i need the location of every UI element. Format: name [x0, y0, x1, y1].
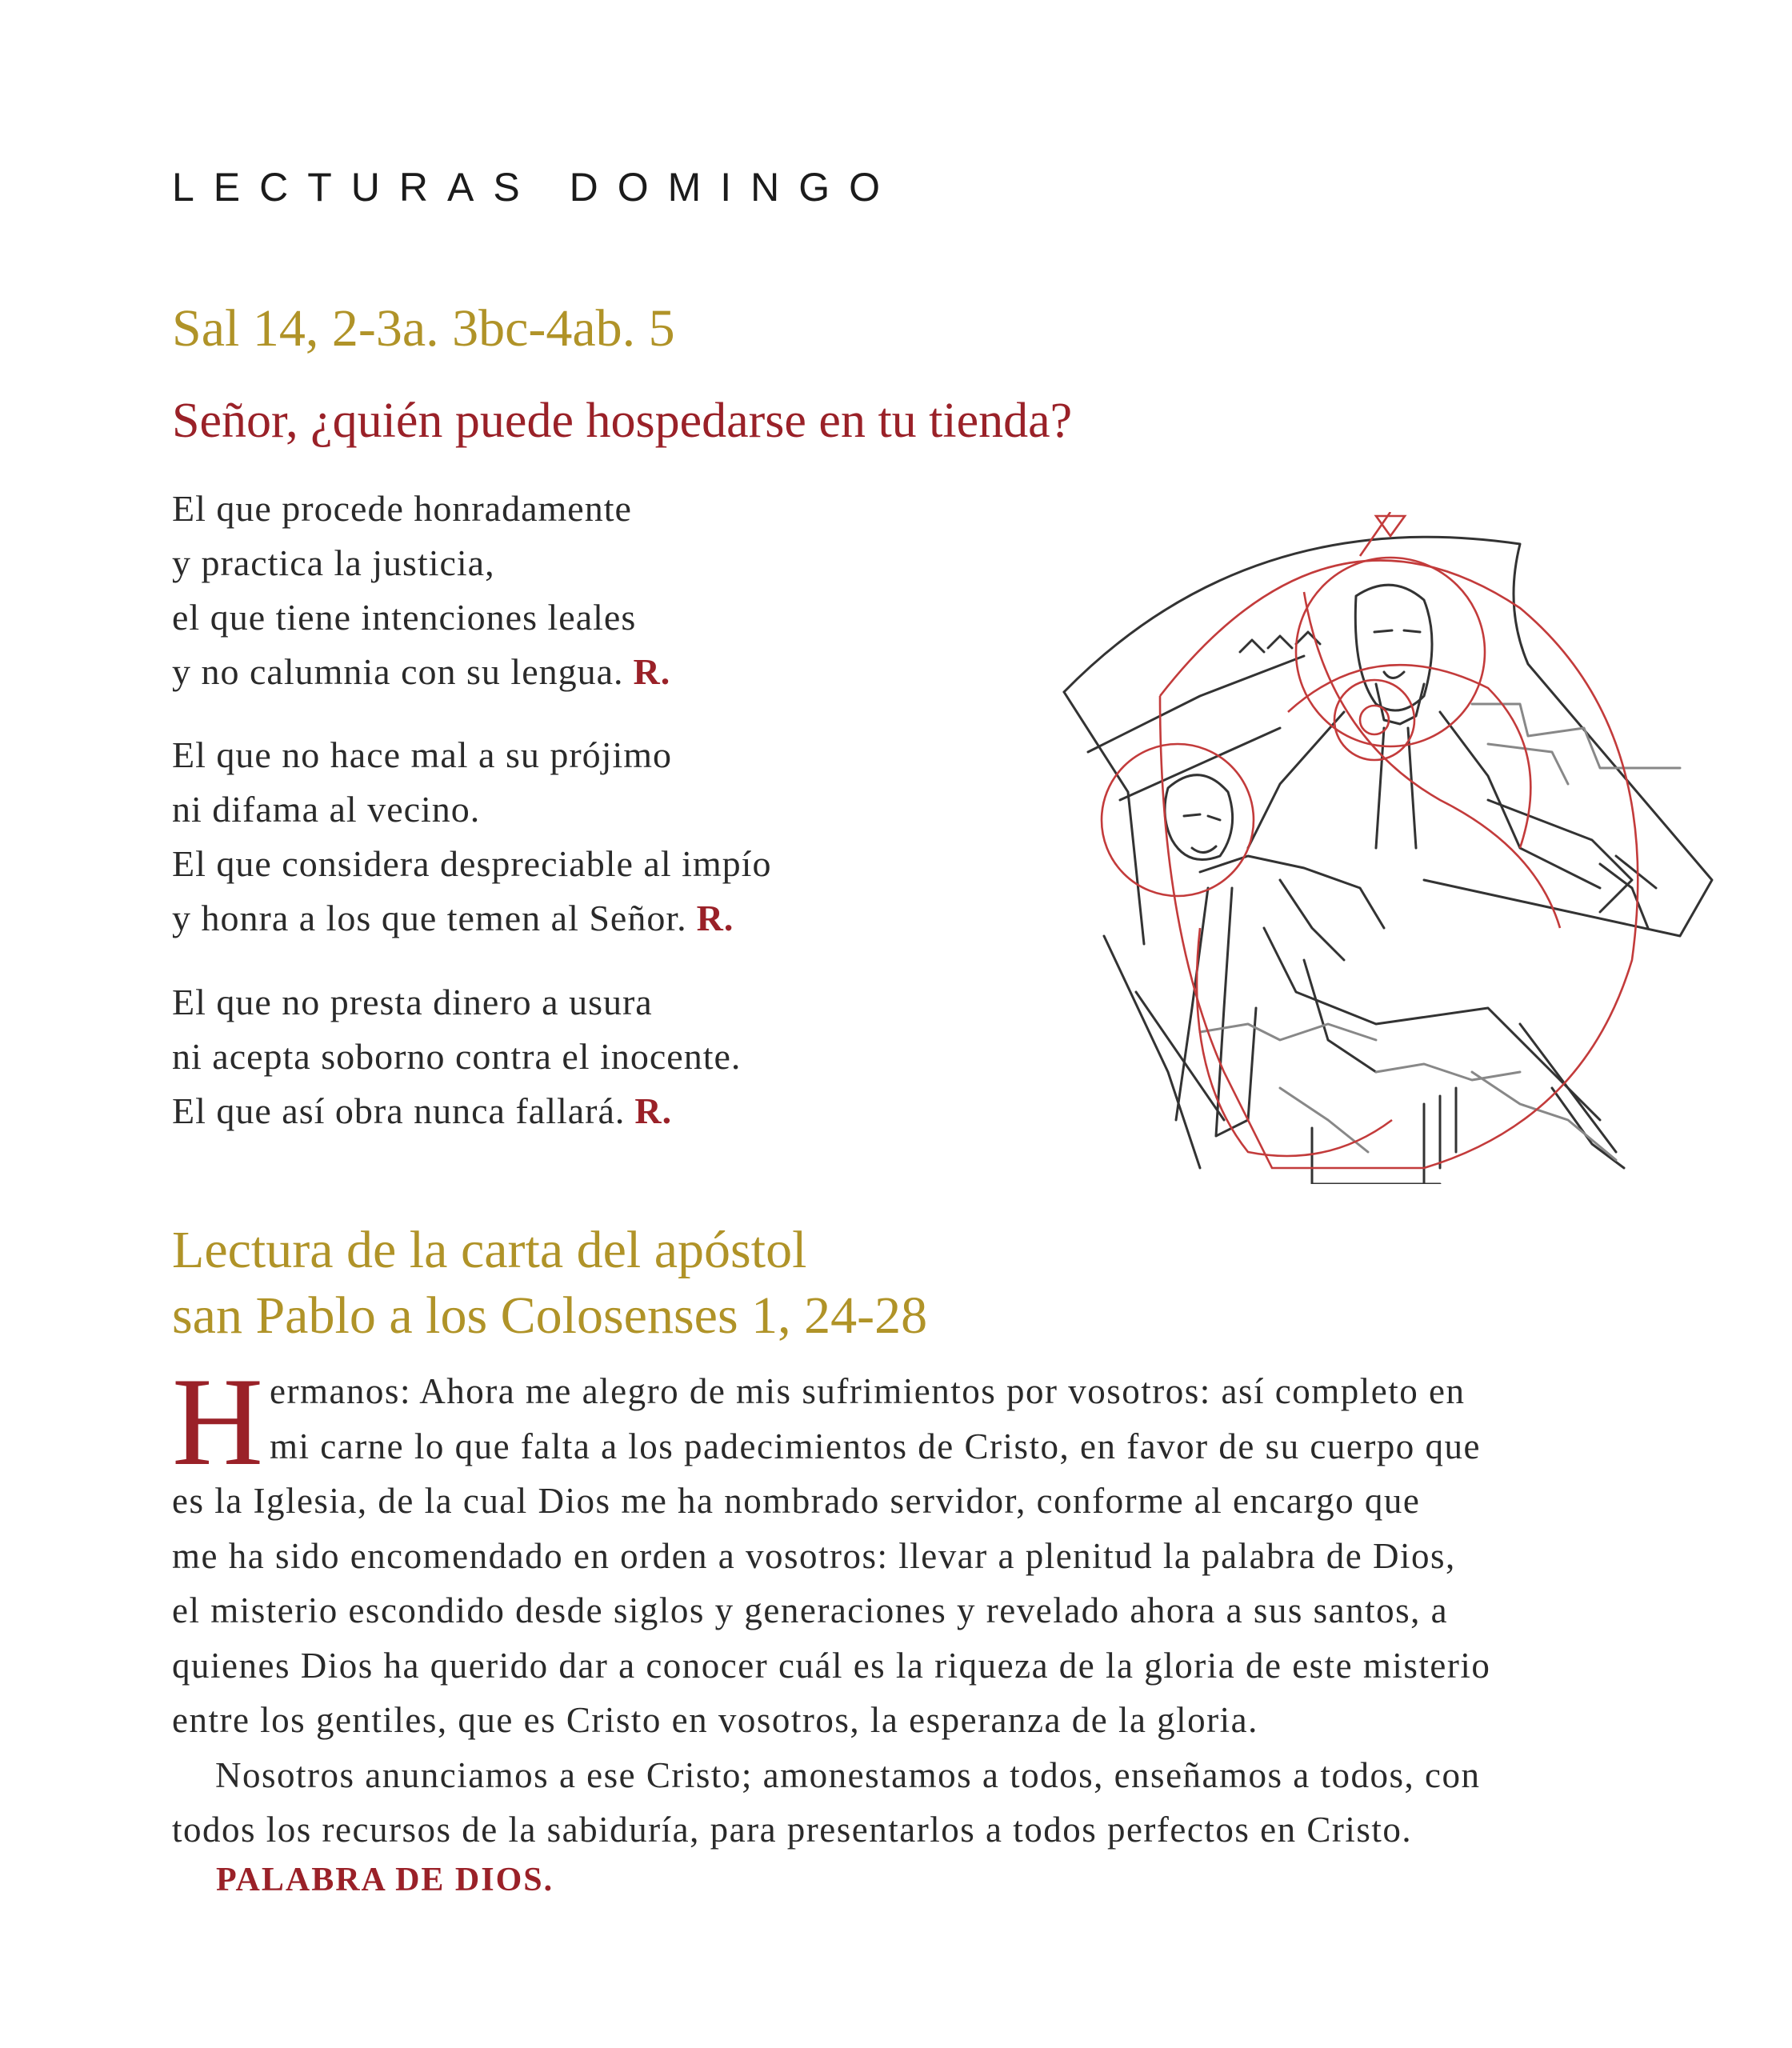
reading-line: me ha sido encomendado en orden a vosotros: llevar a plenitud la palabra de Dios, [172, 1535, 1456, 1576]
psalm-stanza [172, 482, 670, 699]
reading-line: todos los recursos de la sabiduría, para presentarlos a todos perfectos en Cristo. [172, 1810, 1413, 1850]
response-marker: R. [696, 898, 734, 938]
stanza-line: el que tiene intenciones leales [172, 597, 637, 638]
epistle-title [172, 1218, 927, 1349]
stanza-line: ni difama al vecino. [172, 789, 481, 830]
stanza-line: y practica la justicia, [172, 542, 495, 583]
reading-line: mi carne lo que falta a los padecimientos de Cristo, en favor de su cuerpo que [270, 1426, 1482, 1466]
stanza-line [172, 645, 670, 699]
response-marker: R. [634, 1090, 673, 1131]
reading-line: el misterio escondido desde siglos y generaciones y revelado ahora a sus santos, a [172, 1590, 1449, 1630]
psalm-reference: Sal 14, 2-3a. 3bc-4ab. 5 [172, 299, 675, 358]
reading-line: es la Iglesia, de la cual Dios me ha nombrado servidor, conforme al encargo que [172, 1481, 1421, 1521]
reading-line: quienes Dios ha querido dar a conocer cuál es la riqueza de la gloria de este misterio [172, 1645, 1491, 1686]
closing-acclamation: PALABRA DE DIOS. [216, 1862, 554, 1898]
stanza-line [172, 891, 771, 946]
trinity-illustration [1040, 512, 1760, 1184]
stanza-line-text: El que así obra nunca fallará. [172, 1090, 626, 1131]
drop-cap: H [172, 1352, 265, 1492]
reading-line: entre los gentiles, que es Cristo en vosotros, la esperanza de la gloria. [172, 1700, 1258, 1740]
stanza-line: El que no hace mal a su prójimo [172, 734, 673, 775]
stanza-line: El que considera despreciable al impío [172, 843, 772, 884]
stanza-line: El que procede honradamente [172, 488, 632, 529]
stanza-line [172, 1084, 741, 1138]
response-marker: R. [633, 651, 671, 692]
psalm-response: Señor, ¿quién puede hospedarse en tu tienda? [172, 394, 1073, 448]
psalm-stanza [172, 975, 741, 1138]
stanza-line: El que no presta dinero a usura [172, 982, 653, 1022]
stanza-line: ni acepta soborno contra el inocente. [172, 1036, 742, 1077]
epistle-title-line-2: san Pablo a los Colosenses 1, 24-28 [172, 1286, 928, 1345]
psalm-stanza [172, 728, 771, 946]
epistle-text [172, 1352, 1612, 1858]
reading-line: Nosotros anunciamos a ese Cristo; amonestamos a todos, enseñamos a todos, con [215, 1754, 1481, 1795]
epistle-title-line-1: Lectura de la carta del apóstol [172, 1221, 807, 1279]
stanza-line-text: y no calumnia con su lengua. [172, 651, 624, 692]
section-title: LECTURAS DOMINGO [172, 165, 900, 210]
reading-line: ermanos: Ahora me alegro de mis sufrimientos por vosotros: así completo en [270, 1371, 1466, 1411]
stanza-line-text: y honra a los que temen al Señor. [172, 898, 687, 938]
